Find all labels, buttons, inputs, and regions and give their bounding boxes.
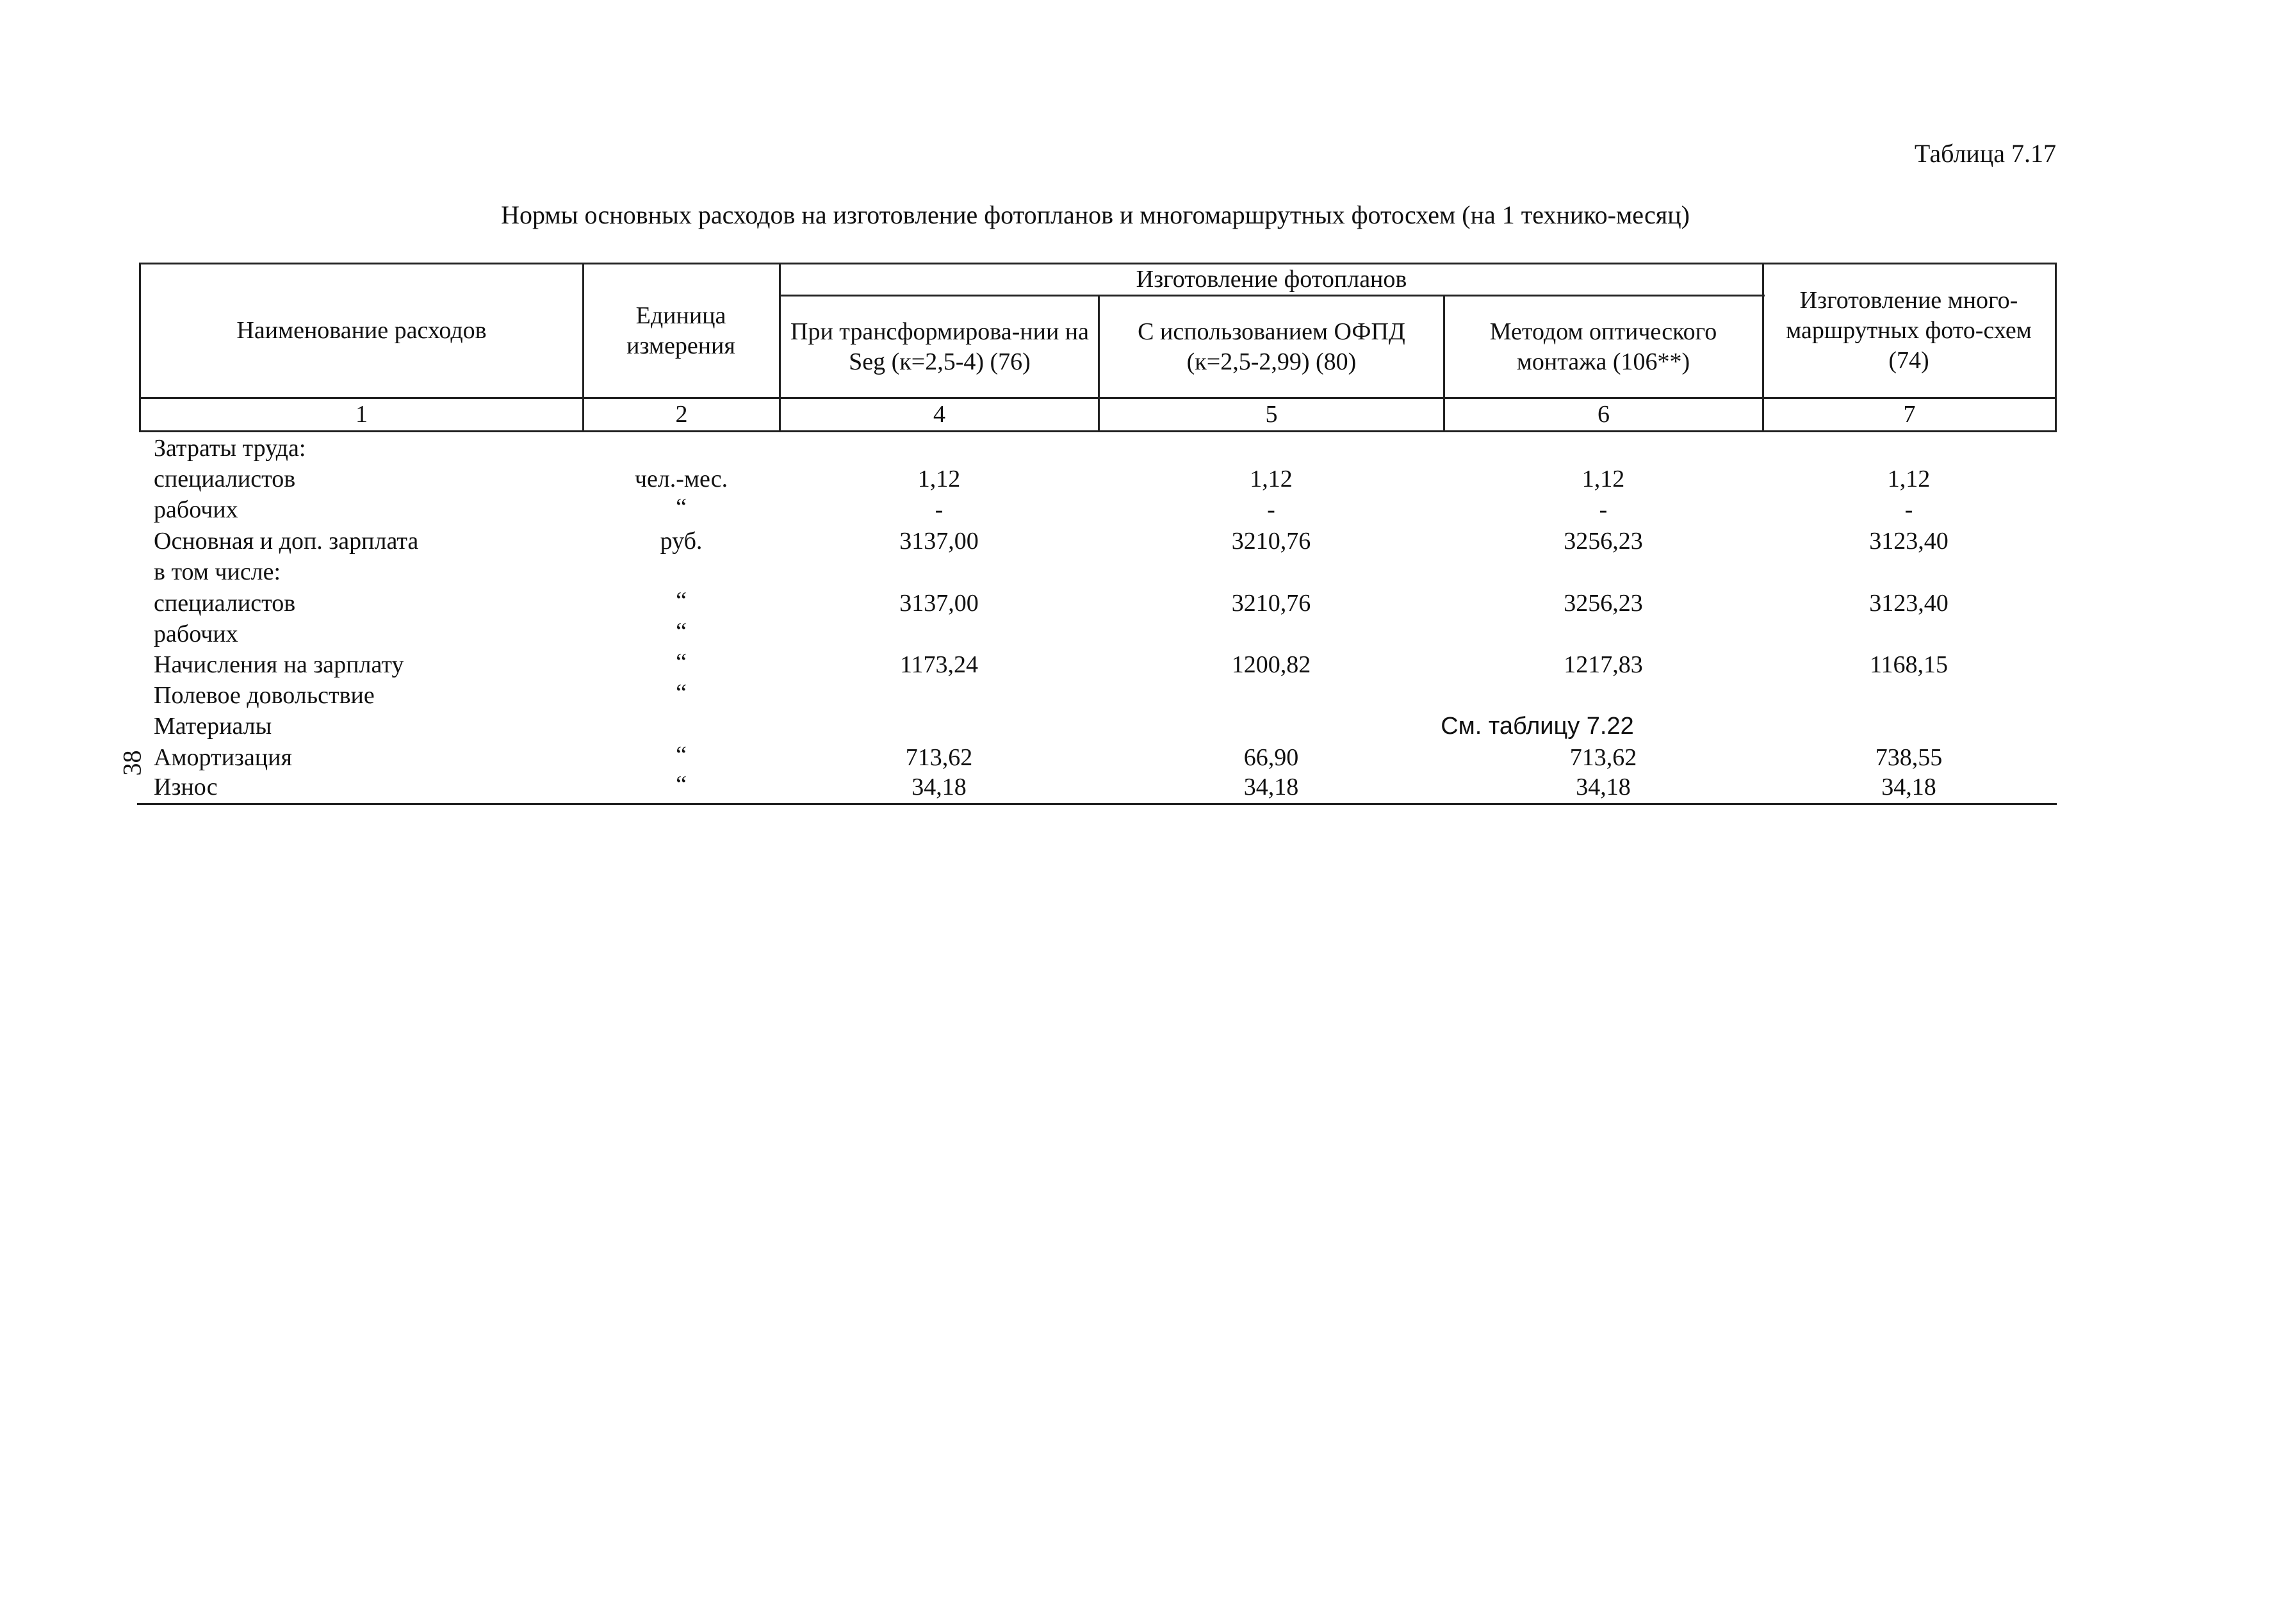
row-label: Полевое довольствие [154,682,375,709]
row-label: Основная и доп. зарплата [154,528,419,555]
document-title: Нормы основных расходов на изготовление фотопланов и многомаршрутных фотосхем (на 1 технико-месяц) [501,200,1690,229]
header-photoplan-group: Изготовление фотопланов [1136,265,1407,293]
header-col4: С использованием ОФПД (к=2,5-2,99) (80) [1138,318,1405,375]
row-value: - [1904,496,1913,523]
row-value: 713,62 [905,744,973,771]
row-value: 1,12 [1887,466,1931,492]
row-value: 3123,40 [1869,528,1949,555]
row-label: Материалы [154,713,272,740]
row-unit: “ [676,587,687,614]
row-value: 738,55 [1875,744,1943,771]
row-unit: “ [676,771,687,798]
colnum-4: 5 [1265,401,1278,428]
row-unit: “ [676,494,687,521]
row-value: 1168,15 [1869,651,1949,678]
row-value: 3123,40 [1869,590,1949,617]
row-value: 1,12 [917,466,961,492]
row-unit: “ [676,618,687,645]
table-label: Таблица 7.17 [1914,139,2056,168]
row-value: 34,18 [1576,774,1631,800]
row-label: в том числе: [154,558,281,585]
row-label: специалистов [154,466,296,492]
row-value: - [1267,496,1275,523]
row-value: 3256,23 [1564,590,1643,617]
row-label: Начисления на зарплату [154,651,404,678]
header-col3: При трансформирова-нии на Seg (к=2,5-4) (76) [790,318,1089,375]
colnum-6: 7 [1903,401,1916,428]
header-unit: Единица измерения [626,302,735,359]
row-value: 1,12 [1250,466,1293,492]
row-label: Износ [154,774,218,800]
row-value: 1217,83 [1564,651,1643,678]
row-label: рабочих [154,621,238,647]
row-label: Затраты труда: [154,435,306,462]
row-value: 3256,23 [1564,528,1643,555]
row-value: 66,90 [1243,744,1299,771]
row-unit: чел.-мес. [634,466,728,492]
row-value: 1173,24 [899,651,979,678]
row-unit: “ [676,679,687,706]
row-value: 34,18 [911,774,967,800]
materials-note: См. таблицу 7.22 [1441,713,1634,740]
row-label: Амортизация [154,744,292,771]
colnum-3: 4 [933,401,945,428]
row-unit: руб. [660,528,703,555]
row-value: 3210,76 [1231,528,1311,555]
row-value: 713,62 [1569,744,1637,771]
row-value: 3210,76 [1231,590,1311,617]
page-number: 38 [117,750,147,776]
row-unit: “ [676,649,687,676]
header-col5: Методом оптического монтажа (106**) [1489,318,1717,375]
rule-bottom [137,803,2057,805]
colnum-5: 6 [1598,401,1610,428]
row-value: - [1599,496,1608,523]
row-unit: “ [676,742,687,768]
row-value: - [935,496,944,523]
row-value: 1,12 [1581,466,1625,492]
row-value: 1200,82 [1231,651,1311,678]
row-label: рабочих [154,496,238,523]
header-expense-name: Наименование расходов [236,317,487,344]
colnum-1: 1 [356,401,368,428]
row-value: 34,18 [1881,774,1936,800]
row-value: 3137,00 [899,528,979,555]
rule-v7 [2055,263,2057,432]
header-col6: Изготовление много-маршрутных фото-схем (74) [1786,287,2032,374]
row-label: специалистов [154,590,296,617]
colnum-2: 2 [675,401,688,428]
row-value: 34,18 [1243,774,1299,800]
row-value: 3137,00 [899,590,979,617]
